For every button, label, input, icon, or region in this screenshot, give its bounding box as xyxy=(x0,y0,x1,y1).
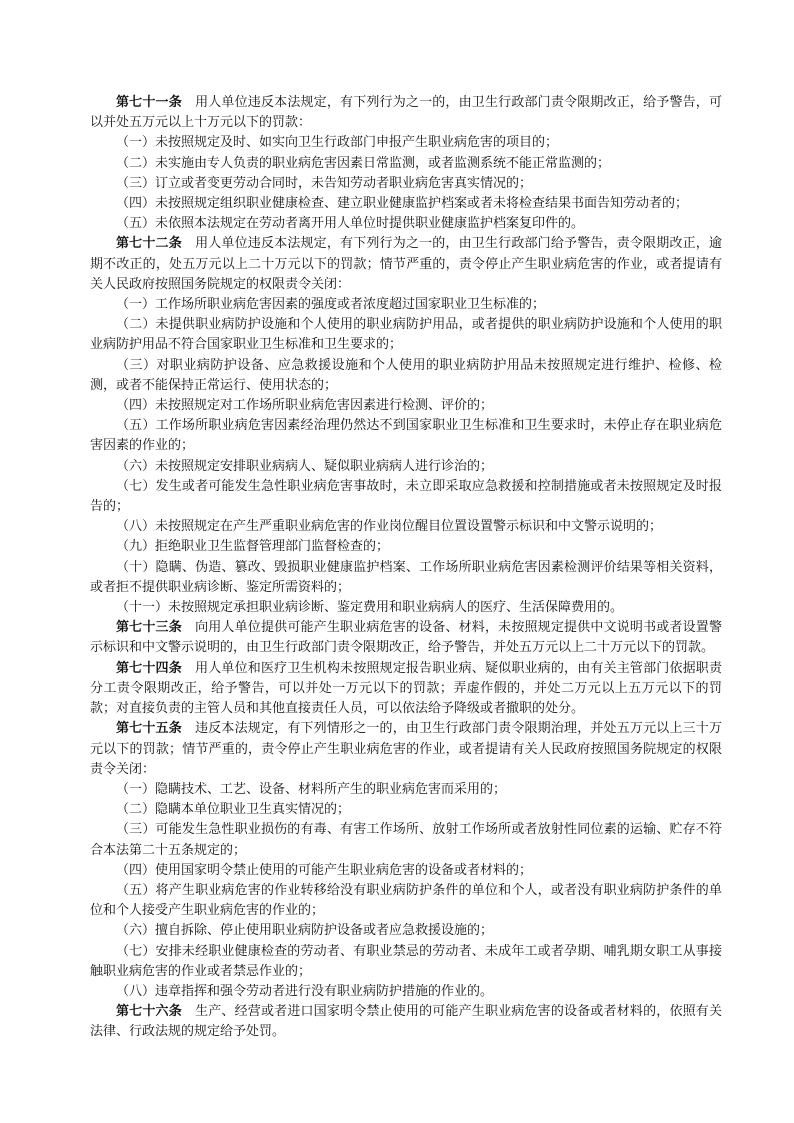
article-number: 第七十一条 xyxy=(116,95,182,110)
clause-text: （九）拒绝职业卫生监督管理部门监督检查的； xyxy=(116,539,390,555)
clause-item xyxy=(90,861,722,881)
clause-item xyxy=(90,194,722,214)
clause-item xyxy=(90,133,722,153)
clause-item xyxy=(90,820,722,860)
article-paragraph xyxy=(90,1002,722,1042)
clause-item xyxy=(90,457,722,477)
clause-text: （十）隐瞒、伪造、篡改、毁损职业健康监护档案、工作场所职业病危害因素检测评价结果等相关资料，或者拒不提供职业病诊断、鉴定所需资料的； xyxy=(90,559,722,595)
document-page xyxy=(90,93,722,1043)
clause-item xyxy=(90,174,722,194)
clause-text: （一）隐瞒技术、工艺、设备、材料所产生的职业病危害而采用的； xyxy=(116,781,507,797)
clause-text: （二）隐瞒本单位职业卫生真实情况的； xyxy=(116,802,351,818)
clause-text: （二）未提供职业病防护设施和个人使用的职业病防护用品，或者提供的职业病防护设施和个人使用的职业病防护用品不符合国家职业卫生标准和卫生要求的； xyxy=(90,317,722,353)
clause-text: （七）发生或者可能发生急性职业病危害事故时，未立即采取应急救援和控制措施或者未按照规定及时报告的； xyxy=(90,478,722,515)
article-text: 用人单位和医疗卫生机构未按照规定报告职业病、疑似职业病的，由有关主管部门依据职责分工责令限期改正，给予警告，可以并处一万元以下的罚款；弄虚作假的，并处二万元以上五万元以下的罚款；对直接负责的主管人员和其他直接责任人员，可以依法给予降级或者撤职的处分。 xyxy=(90,660,722,717)
clause-text: （八）未按照规定在产生严重职业病危害的作业岗位醒目位置设置警示标识和中文警示说明的； xyxy=(116,519,663,535)
clause-item xyxy=(90,295,722,315)
clause-item xyxy=(90,154,722,174)
clause-text: （五）未依照本法规定在劳动者离开用人单位时提供职业健康监护档案复印件的。 xyxy=(116,216,585,232)
clause-text: （四）使用国家明令禁止使用的可能产生职业病危害的设备或者材料的； xyxy=(116,862,533,878)
article-paragraph xyxy=(90,659,722,720)
clause-text: （七）安排未经职业健康检查的劳动者、有职业禁忌的劳动者、未成年工或者孕期、哺乳期女职工从事接触职业病危害的作业或者禁忌作业的； xyxy=(90,943,722,979)
article-paragraph xyxy=(90,618,722,658)
article-text: 用人单位违反本法规定，有下列行为之一的，由卫生行政部门责令限期改正，给予警告，可以并处五万元以上十万元以下的罚款： xyxy=(90,95,722,131)
clause-item xyxy=(90,537,722,557)
clause-text: （三）对职业病防护设备、应急救援设施和个人使用的职业病防护用品未按照规定进行维护、检修、检测，或者不能保持正常运行、使用状态的； xyxy=(90,357,722,393)
clause-item xyxy=(90,558,722,598)
clause-item xyxy=(90,921,722,941)
article-number: 第七十四条 xyxy=(116,660,182,676)
clause-text: （四）未按照规定组织职业健康检查、建立职业健康监护档案或者未将检查结果书面告知劳动者的； xyxy=(116,196,689,212)
clause-item xyxy=(90,214,722,234)
clause-text: （五）将产生职业病危害的作业转移给没有职业病防护条件的单位和个人，或者没有职业病防护条件的单位和个人接受产生职业病危害的作业的； xyxy=(90,882,722,919)
clause-item xyxy=(90,315,722,355)
article-number: 第七十二条 xyxy=(116,236,182,252)
clause-text: （五）工作场所职业病危害因素经治理仍然达不到国家职业卫生标准和卫生要求时，未停止存在职业病危害因素的作业的； xyxy=(90,418,722,454)
article-number: 第七十三条 xyxy=(116,620,182,636)
clause-item xyxy=(90,477,722,517)
clause-item xyxy=(90,396,722,416)
clause-item xyxy=(90,517,722,537)
article-number: 第七十六条 xyxy=(116,1004,182,1020)
clause-text: （六）未按照规定安排职业病病人、疑似职业病病人进行诊治的； xyxy=(116,458,494,474)
clause-item xyxy=(90,881,722,921)
clause-item xyxy=(90,598,722,618)
clause-text: （六）擅自拆除、停止使用职业病防护设备或者应急救援设施的； xyxy=(116,923,494,939)
clause-item xyxy=(90,780,722,800)
clause-text: （三）订立或者变更劳动合同时，未告知劳动者职业病危害真实情况的； xyxy=(116,175,533,191)
article-paragraph xyxy=(90,234,722,295)
clause-item xyxy=(90,942,722,982)
clause-text: （四）未按照规定对工作场所职业病危害因素进行检测、评价的； xyxy=(116,398,494,414)
clause-text: （八）违章指挥和强令劳动者进行没有职业病防护措施的作业的。 xyxy=(116,983,494,999)
clause-item xyxy=(90,800,722,820)
clause-text: （三）可能发生急性职业损伤的有毒、有害工作场所、放射工作场所或者放射性同位素的运输、贮存不符合本法第二十五条规定的； xyxy=(90,822,722,858)
clause-item xyxy=(90,982,722,1002)
clause-text: （一）工作场所职业病危害因素的强度或者浓度超过国家职业卫生标准的； xyxy=(116,297,546,313)
article-text: 向用人单位提供可能产生职业病危害的设备、材料，未按照规定提供中文说明书或者设置警示标识和中文警示说明的，由卫生行政部门责令限期改正，给予警告，并处五万元以上二十万元以下的罚款。 xyxy=(90,620,722,656)
article-paragraph xyxy=(90,719,722,780)
article-text: 用人单位违反本法规定，有下列行为之一的，由卫生行政部门给予警告，责令限期改正，逾期不改正的，处五万元以上二十万元以下的罚款；情节严重的，责令停止产生职业病危害的作业，或者提请有关人民政府按照国务院规定的权限责令关闭： xyxy=(90,236,722,292)
article-paragraph xyxy=(90,93,722,133)
article-text: 生产、经营或者进口国家明令禁止使用的可能产生职业病危害的设备或者材料的，依照有关法律、行政法规的规定给予处罚。 xyxy=(90,1004,722,1040)
clause-item xyxy=(90,416,722,456)
article-number: 第七十五条 xyxy=(116,721,182,737)
clause-item xyxy=(90,356,722,396)
article-text: 违反本法规定，有下列情形之一的，由卫生行政部门责令限期治理，并处五万元以上三十万元以下的罚款；情节严重的，责令停止产生职业病危害的作业，或者提请有关人民政府按照国务院规定的权限责令关闭： xyxy=(90,721,722,777)
clause-text: （一）未按照规定及时、如实向卫生行政部门申报产生职业病危害的项目的； xyxy=(116,135,559,151)
clause-text: （十一）未按照规定承担职业病诊断、鉴定费用和职业病病人的医疗、生活保障费用的。 xyxy=(116,600,624,616)
clause-text: （二）未实施由专人负责的职业病危害因素日常监测，或者监测系统不能正常监测的； xyxy=(116,155,611,171)
